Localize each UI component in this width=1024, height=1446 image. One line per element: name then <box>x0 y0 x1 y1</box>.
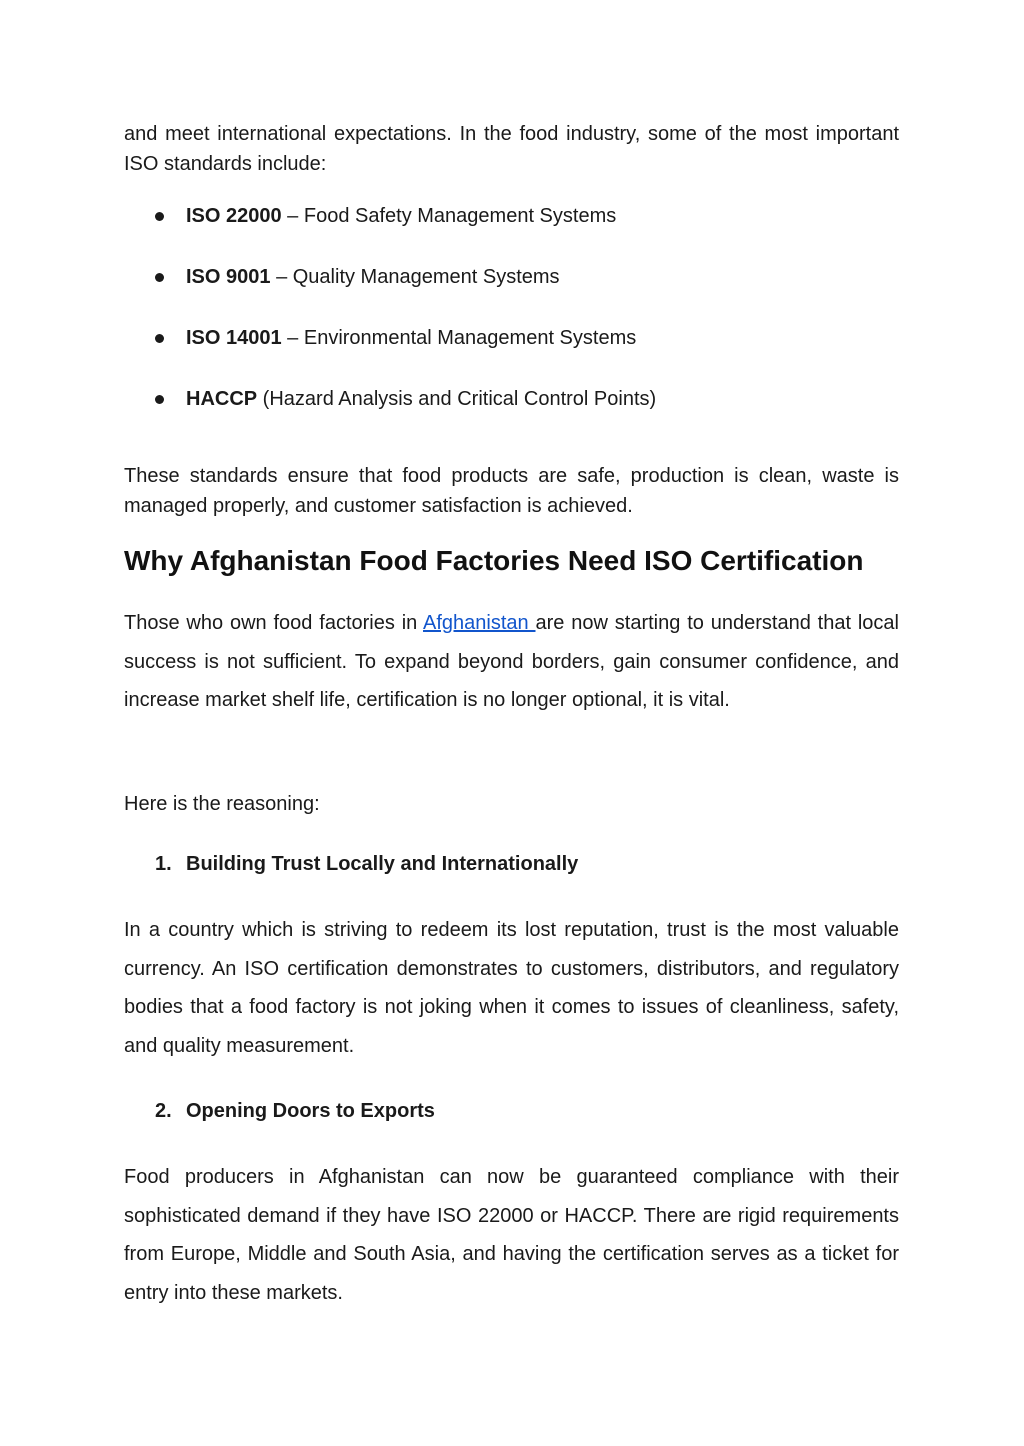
reason-heading-exports <box>155 1096 435 1126</box>
section-heading: Why Afghanistan Food Factories Need ISO Certification <box>124 545 864 576</box>
bullet-icon <box>155 212 164 221</box>
paragraph-text: are now starting to understand that local success is not sufficient. To expand beyond borders, gain consumer confidence, and increase market shelf life, certification is no longer optional, it is vital. <box>124 612 899 712</box>
bullet-icon <box>155 334 164 343</box>
standard-code: HACCP <box>186 388 258 410</box>
reason-heading-trust <box>155 849 578 879</box>
standard-description: – Quality Management Systems <box>270 266 560 288</box>
afghanistan-link[interactable]: Afghanistan <box>423 612 536 634</box>
iso-standards-list <box>124 200 899 444</box>
exports-paragraph: Food producers in Afghanistan can now be guaranteed compliance with their sophisticated demand if they have ISO 22000 or HACCP. There are rigid requirements from Europe, Middle and South Asia, and having the certification serves as a ticket for entry into these markets. <box>124 1166 899 1304</box>
bullet-icon <box>155 395 164 404</box>
bullet-icon <box>155 273 164 282</box>
intro-paragraph: and meet international expectations. In the food industry, some of the most important ISO standards include: <box>124 123 899 175</box>
standard-description: (Hazard Analysis and Critical Control Points) <box>257 388 657 410</box>
standard-code: ISO 14001 <box>186 327 282 349</box>
reason-title: Opening Doors to Exports <box>186 1100 435 1122</box>
reasoning-intro: Here is the reasoning: <box>124 793 320 815</box>
why-paragraph <box>124 604 899 720</box>
reason-number: 2. <box>155 1100 172 1122</box>
standard-code: ISO 9001 <box>186 266 271 288</box>
reason-title: Building Trust Locally and Internationally <box>186 853 579 875</box>
standard-description: – Food Safety Management Systems <box>281 205 617 227</box>
list-item <box>124 383 899 444</box>
paragraph-text: Those who own food factories in <box>124 612 424 634</box>
reason-number: 1. <box>155 853 172 875</box>
trust-paragraph: In a country which is striving to redeem its lost reputation, trust is the most valuable currency. An ISO certification demonstrates to customers, distributors, and regulatory bodies that a food factory is not joking when it comes to issues of cleanliness, safety, and quality measurement. <box>124 919 899 1057</box>
list-item <box>124 322 899 383</box>
standard-description: – Environmental Management Systems <box>281 327 637 349</box>
standards-summary-paragraph: These standards ensure that food products are safe, production is clean, waste is managed properly, and customer satisfaction is achieved. <box>124 465 899 517</box>
standard-code: ISO 22000 <box>186 205 282 227</box>
list-item <box>124 200 899 261</box>
list-item <box>124 261 899 322</box>
